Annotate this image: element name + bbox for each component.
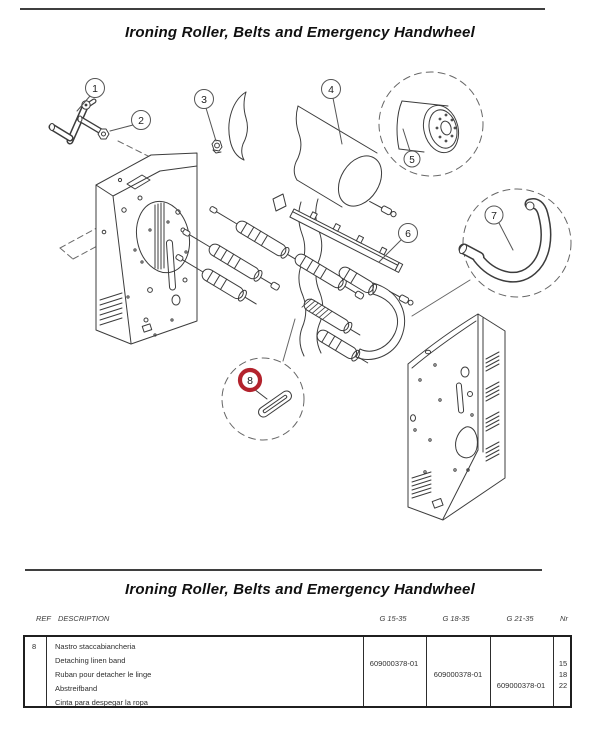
header-g18-35: G 18-35: [442, 614, 470, 623]
nut: [212, 140, 222, 153]
callout-1: 1: [92, 83, 98, 95]
part-number-g21: 609000378-01: [496, 681, 546, 690]
description-line: Detaching linen band: [55, 656, 126, 665]
bolt: [78, 116, 109, 139]
part-number-g15: 609000378-01: [369, 659, 419, 668]
callout-8: 8: [247, 375, 253, 387]
description-line: Cinta para despegar la ropa: [55, 698, 148, 707]
column-divider: [426, 637, 427, 706]
right-side-panel: [408, 314, 505, 520]
description-line: Ruban pour detacher le linge: [55, 670, 152, 679]
parts-table: [23, 635, 572, 708]
callout-6: 6: [405, 228, 411, 240]
header-g15-35: G 15-35: [379, 614, 407, 623]
callout-2: 2: [138, 115, 144, 127]
description-line: Abstreifband: [55, 684, 98, 693]
header-g21-35: G 21-35: [506, 614, 534, 623]
page-title: Ironing Roller, Belts and Emergency Handwheel: [125, 24, 475, 41]
detail-detaching-band: [222, 319, 304, 440]
callout-7: 7: [491, 210, 497, 222]
banded-roller: [302, 297, 363, 340]
detail-roller-end-cap: [379, 72, 483, 176]
ironing-roller-cylinder: [229, 92, 391, 214]
callout-3: 3: [201, 94, 207, 106]
detaching-rollers-assembly: [173, 194, 414, 368]
nr-value: 22: [558, 681, 568, 690]
ref-cell: 8: [32, 642, 37, 651]
header-description: DESCRIPTION: [58, 614, 110, 623]
callout-5: 5: [409, 155, 415, 166]
nr-value: 18: [558, 670, 568, 679]
left-side-panel: [96, 153, 197, 344]
nr-value: 15: [558, 659, 568, 668]
spring-roller: [315, 328, 371, 368]
shaft-stud: [368, 199, 397, 218]
column-divider: [46, 637, 47, 706]
detaching-band: [257, 389, 294, 419]
header-ref: REF: [36, 614, 51, 623]
section-divider: [25, 569, 542, 571]
table-section-title: Ironing Roller, Belts and Emergency Handwheel: [125, 581, 475, 598]
column-divider: [490, 637, 491, 706]
column-divider: [363, 637, 364, 706]
shaft-stud: [388, 289, 414, 307]
part-number-g18: 609000378-01: [433, 670, 483, 679]
callout-4: 4: [328, 84, 334, 96]
column-divider: [553, 637, 554, 706]
header-nr: Nr: [560, 614, 568, 623]
description-line: Nastro staccabiancheria: [55, 642, 136, 651]
